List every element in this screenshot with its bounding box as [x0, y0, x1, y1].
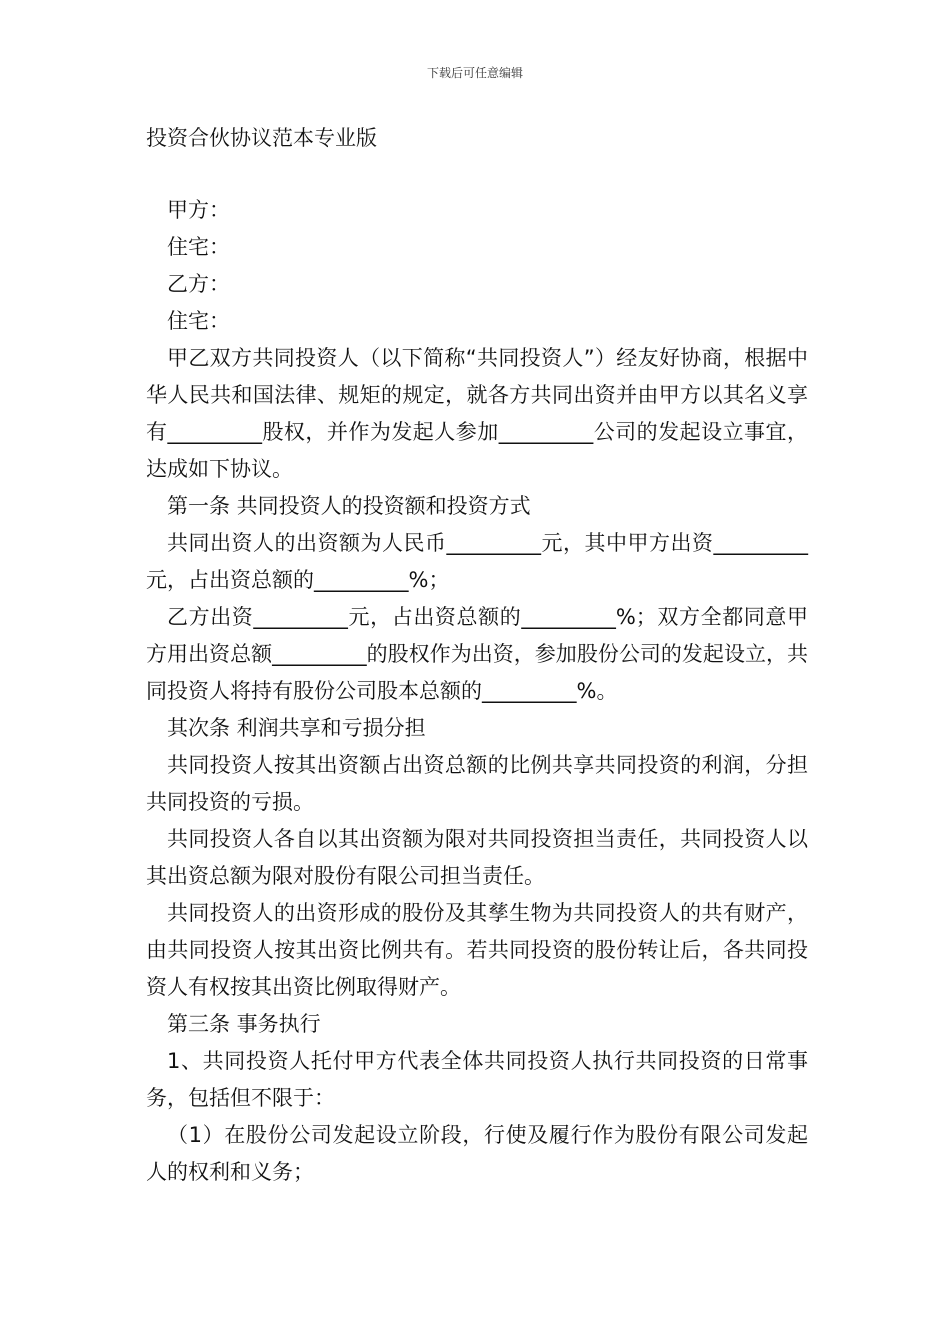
- document-title: 投资合伙协议范本专业版: [146, 126, 377, 150]
- party-b-address-label: 住宅：: [167, 309, 230, 333]
- article-2-paragraph-3: 共同投资人的出资形成的股份及其孳生物为共同投资人的共有财产，由共同投资人按其出资比例共有。若共同投资的股份转让后，各共同投资人有权按其出资比例取得财产。: [146, 901, 808, 999]
- document-body: [146, 192, 808, 1191]
- article-1-paragraph-2: 乙方出资_________元，占出资总额的_________%；双方全都同意甲方用出资总额_________的股权作为出资，参加股份公司的发起设立，共同投资人将持有股份公司股本总额的_________%。: [146, 605, 808, 703]
- article-1-heading: 第一条 共同投资人的投资额和投资方式: [167, 494, 531, 518]
- article-3-heading: 第三条 事务执行: [167, 1012, 321, 1036]
- page-header-note: 下载后可任意编辑: [426, 66, 523, 80]
- preamble-paragraph: 甲乙双方共同投资人（以下简称“共同投资人”）经友好协商，根据中华人民共和国法律、规矩的规定，就各方共同出资并由甲方以其名义享有_________股权，并作为发起人参加_________公司的发起设立事宜，达成如下协议。: [146, 346, 808, 481]
- article-3-clause-1: 1、共同投资人托付甲方代表全体共同投资人执行共同投资的日常事务，包括但不限于：: [146, 1049, 808, 1110]
- party-b-label: 乙方：: [167, 272, 230, 296]
- article-1-paragraph-1: 共同出资人的出资额为人民币_________元，其中甲方出资_________元，占出资总额的_________%；: [146, 531, 808, 592]
- article-3-item-1: （1）在股份公司发起设立阶段，行使及履行作为股份有限公司发起人的权利和义务；: [146, 1123, 808, 1184]
- article-2-paragraph-1: 共同投资人按其出资额占出资总额的比例共享共同投资的利润，分担共同投资的亏损。: [146, 753, 808, 814]
- article-2-paragraph-2: 共同投资人各自以其出资额为限对共同投资担当责任，共同投资人以其出资总额为限对股份有限公司担当责任。: [146, 827, 808, 888]
- party-a-address-label: 住宅：: [167, 235, 230, 259]
- article-2-heading: 其次条 利润共享和亏损分担: [167, 716, 426, 740]
- party-a-label: 甲方：: [167, 198, 230, 222]
